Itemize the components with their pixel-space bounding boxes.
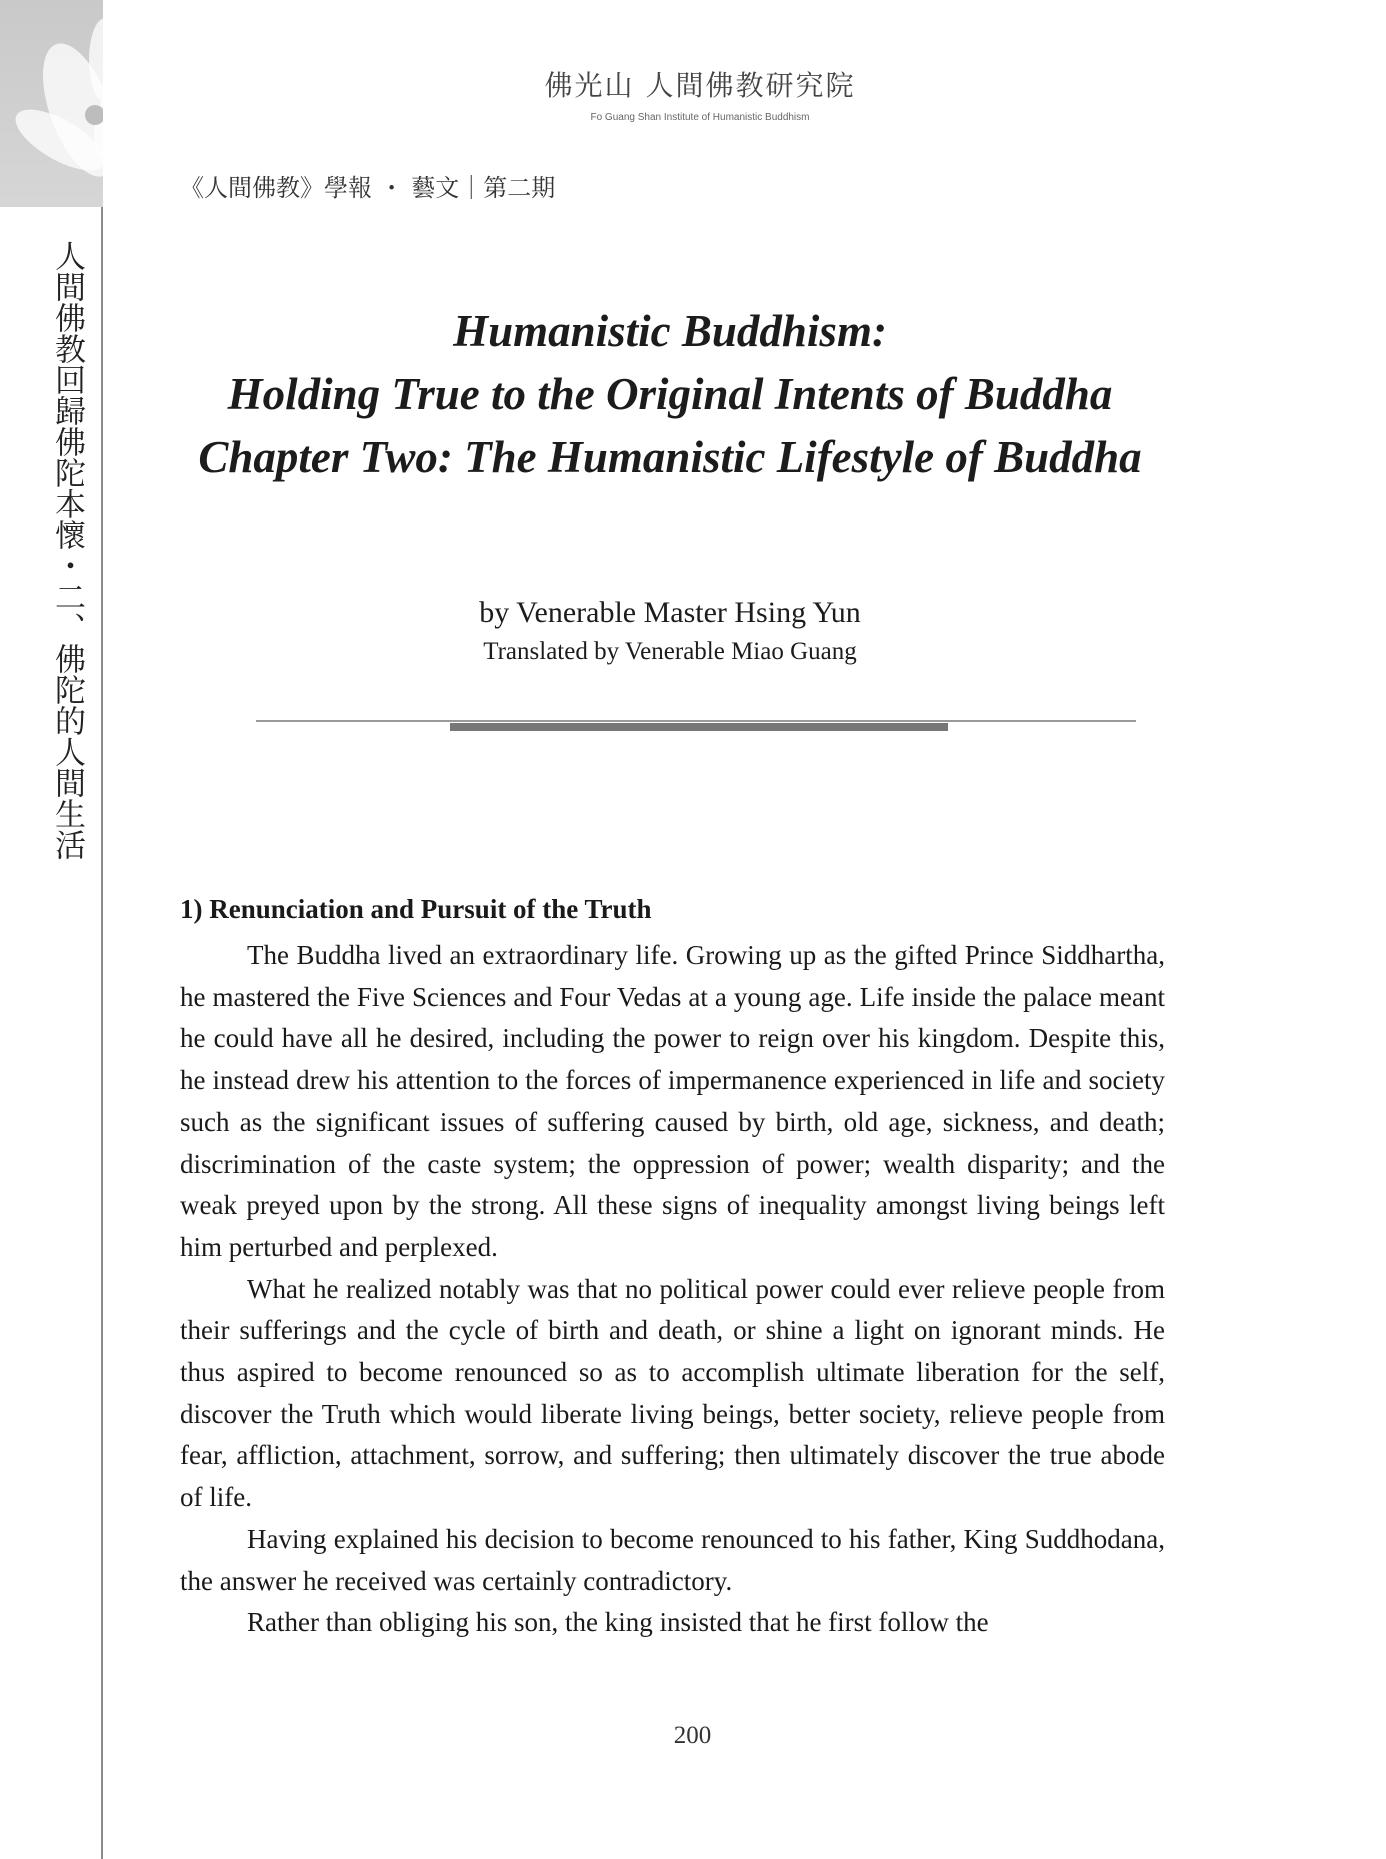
title-divider-thin [256,720,1136,722]
title-line-3: Chapter Two: The Humanistic Lifestyle of Buddha [198,432,1142,482]
body-paragraph: The Buddha lived an extraordinary life. Growing up as the gifted Prince Siddhartha, he mastered the Five Sciences and Four Vedas at a young age. Life inside the palace meant he could have all he desired, including the power to reign over his kingdom. Despite this, he instead drew his attention to the forces of impermanence experienced in life and society such as the significant issues of suffering caused by birth, old age, sickness, and death; discrimination of the caste system; the oppression of power; wealth disparity; and the weak preyed upon by the strong. All these signs of inequality amongst living beings left him perturbed and perplexed. [180,940,1165,1262]
section-heading: 1) Renunciation and Pursuit of the Truth [180,894,652,924]
institute-name: 佛光山 人間佛教研究院 [544,69,856,102]
body-paragraph: What he realized notably was that no political power could ever relieve people from their sufferings and the cycle of birth and death, or shine a light on ignorant minds. He thus aspired to become renounced so as to accomplish ultimate liberation for the self, discover the Truth which would liberate living beings, better society, relieve people from fear, affliction, attachment, sorrow, and suffering; then ultimately discover the true abode of life. [180,1273,1165,1513]
running-side-title: 人間佛教回歸佛陀本懷・二、佛陀的人間生活 [49,240,85,860]
corner-panel [0,0,103,207]
author-byline: by Venerable Master Hsing Yun [479,596,861,629]
lotus-flower-icon [0,0,103,207]
article-title [170,300,1170,489]
page-number: 200 [673,1722,712,1749]
journal-header: 《人間佛教》學報 ・ 藝文｜第二期 [180,174,556,202]
body-paragraph: Rather than obliging his son, the king insisted that he first follow the [247,1607,989,1638]
title-line-2: Holding True to the Original Intents of Buddha [227,369,1113,419]
translator-byline: Translated by Venerable Miao Guang [483,638,857,665]
article-body [180,935,1165,1644]
institute-name-english: Fo Guang Shan Institute of Humanistic Buddhism [590,112,810,123]
title-divider-thick [450,723,948,731]
margin-divider [101,207,103,1859]
body-paragraph: Having explained his decision to become renounced to his father, King Suddhodana, the answer he received was certainly contradictory. [180,1523,1165,1596]
title-line-1: Humanistic Buddhism: [453,306,887,356]
